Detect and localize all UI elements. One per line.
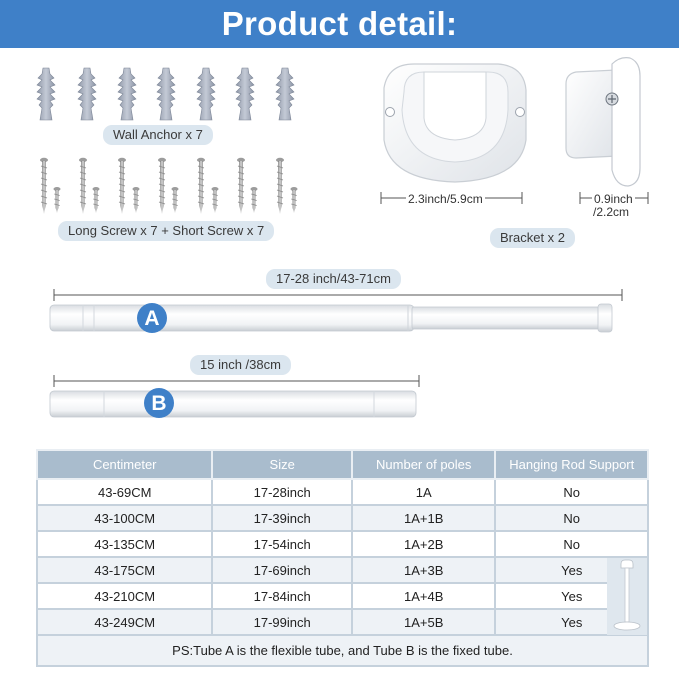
bracket-width-label: 2.3inch/5.9cm: [408, 192, 483, 206]
cell-support: Yes: [495, 609, 648, 635]
wall-anchor-label: Wall Anchor x 7: [103, 125, 213, 145]
cell-centimeter: 43-249CM: [37, 609, 212, 635]
bracket-front-icon: [380, 58, 530, 204]
bracket-side-icon: [566, 58, 648, 204]
cell-support: No: [495, 531, 648, 557]
cell-poles: 1A: [352, 479, 496, 505]
bracket-depth-label: 0.9inch: [594, 192, 633, 206]
tube-a-badge: A: [144, 307, 160, 330]
cell-centimeter: 43-175CM: [37, 557, 212, 583]
cell-support: Yes: [495, 557, 648, 583]
cell-support: No: [495, 505, 648, 531]
cell-poles: 1A+2B: [352, 531, 496, 557]
cell-centimeter: 43-135CM: [37, 531, 212, 557]
cell-poles: 1A+4B: [352, 583, 496, 609]
header-centimeter: Centimeter: [37, 450, 212, 479]
bracket-depth-label-cm: /2.2cm: [593, 205, 630, 219]
table-header-row: [37, 450, 648, 479]
tube-a: [50, 289, 622, 332]
table-note-row: [37, 635, 648, 666]
cell-centimeter: 43-100CM: [37, 505, 212, 531]
cell-support: No: [495, 479, 648, 505]
cell-poles: 1A+5B: [352, 609, 496, 635]
short-screw-icon: [54, 187, 298, 213]
size-table: [36, 449, 649, 667]
wall-anchor-icon: [37, 68, 294, 120]
cell-poles: 1A+3B: [352, 557, 496, 583]
rod-support-icon: [607, 558, 647, 635]
table-note: PS:Tube A is the flexible tube, and Tube B is the fixed tube.: [37, 635, 648, 666]
cell-poles: 1A+1B: [352, 505, 496, 531]
table-row: [37, 557, 648, 583]
cell-support: Yes: [495, 583, 648, 609]
long-screw-icon: [40, 158, 284, 214]
screw-label: Long Screw x 7 + Short Screw x 7: [58, 221, 274, 241]
bracket-label: Bracket x 2: [490, 228, 575, 248]
table-row: [37, 583, 648, 609]
cell-centimeter: 43-69CM: [37, 479, 212, 505]
tube-b-length-label: 15 inch /38cm: [190, 355, 291, 375]
table-row: [37, 531, 648, 557]
cell-size: 17-84inch: [212, 583, 352, 609]
header-size: Size: [212, 450, 352, 479]
tube-b: [50, 375, 419, 417]
cell-size: 17-69inch: [212, 557, 352, 583]
tube-a-length-label: 17-28 inch/43-71cm: [266, 269, 401, 289]
header-hanging-rod-support: Hanging Rod Support: [495, 450, 648, 479]
cell-centimeter: 43-210CM: [37, 583, 212, 609]
cell-size: 17-99inch: [212, 609, 352, 635]
header-number-of-poles: Number of poles: [352, 450, 496, 479]
tube-b-badge: B: [151, 392, 167, 415]
cell-size: 17-28inch: [212, 479, 352, 505]
cell-size: 17-39inch: [212, 505, 352, 531]
cell-size: 17-54inch: [212, 531, 352, 557]
table-row: [37, 505, 648, 531]
table-row: [37, 609, 648, 635]
page-title: Product detail:: [221, 5, 458, 42]
table-row: [37, 479, 648, 505]
